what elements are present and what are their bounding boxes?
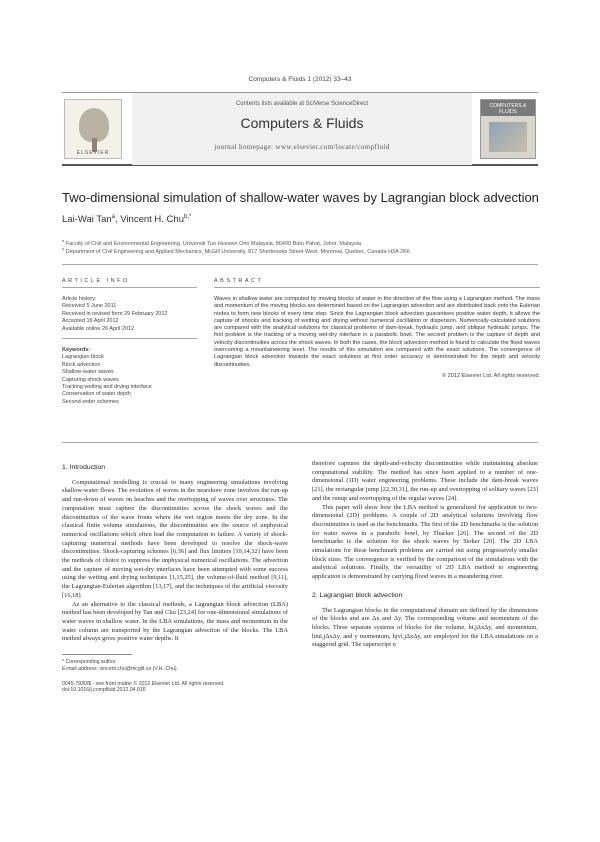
author-name: Lai-Wai Tan xyxy=(62,214,112,226)
footnote: E-mail address: vincent.chu@mcgill.ca (V.H. Chu). xyxy=(62,665,179,672)
section-heading: 1. Introduction xyxy=(62,464,106,471)
issn-line: 0045-7930/$ - see front matter © 2012 Elsevier Ltd. All rights reserved. xyxy=(62,680,225,687)
elsevier-logo: ELSEVIER xyxy=(64,99,122,159)
left-column xyxy=(62,460,288,694)
abstract-heading: ABSTRACT xyxy=(214,278,264,284)
copyright: © 2012 Elsevier Ltd. All rights reserved. xyxy=(441,372,540,379)
article-title: Two-dimensional simulation of shallow-water waves by Lagrangian block advection xyxy=(62,190,539,205)
paragraph: The Lagrangian blocks in the computational domain are defined by the dimensions of the blocks and are Δx and Δy. The corresponding volume and momentum of the blocks. Three separate systems of blocks for the volume, hi,jΔxΔy, and momentum, hiui,jΔxΔy, and y momentum, hjvi,jΔxΔy, are employed for the LBA simulations on a staggered grid. The superscript n xyxy=(312,606,538,649)
divider xyxy=(62,264,538,265)
journal-homepage: journal homepage: www.elsevier.com/locate/compfluid xyxy=(214,143,390,151)
article-info xyxy=(62,278,197,406)
journal-masthead xyxy=(62,92,538,166)
journal-cover-thumbnail: COMPUTERS & FLUIDS xyxy=(480,99,536,159)
author-list: Lai-Wai Tan$^a$, Vincent H. Chu$^{b,*}$ xyxy=(62,214,192,226)
abstract xyxy=(214,278,540,379)
contents-line: Contents lists available at SciVerse ScienceDirect xyxy=(235,101,369,107)
paragraph: This paper will show how the LBA method is generalized for application to two-dimensional (2D) problems. A couple of 2D analytical solutions involving flow discontinuities is used as the benchmarks. The first of the 2D benchmarks is the solution for water waves in a parabolic bowl, by Thacker [26]. The second of the 2D benchmarks is the solution for the shock waves by Stoker [20]. The 2D LBA simulations for these benchmark problems are carried out using progressively smaller block sizes. The convergence is verified by the comparison of the simulations with the analytical solutions. Finally, the versatility of 2D LBA method to engineering application is demonstrated by carrying flood waves in a meandering river. xyxy=(312,503,538,581)
section-heading: 2. Lagrangian block advection xyxy=(312,591,403,599)
article-info-heading: ARTICLE INFO xyxy=(62,278,130,284)
tree-icon xyxy=(79,108,109,142)
right-column xyxy=(312,460,538,650)
abstract-text: Waves in shallow water are computed by moving blocks of water in the direction of the flow using a Lagrangian method. The mass and momentum of the moving blocks are determined based on the Lagrangian advection and are distributed back onto the Eulerian nodes to form new blocks of every time step. Since the Lagrangian block advection guarantees positive water depth, it allows the capture of shocks and tracking of wetting and drying without numerical oscillation or dispersion. Numerically-calculated solutions are compared with the analytical solutions for classical problems of dam-break, hydraulic jump, and oblique hydraulic jumps. The first problem is the tracking of a moving wet-dry interface in a parabolic bowl. The second problem is the capture of depth and velocity discontinuities across the shock waves. In both the cases, the block advection method is found to calculate the flood waves overcoming a mountaineering level. The results of this simulation are compared with the exact solutions. The convergence of Lagrangian block advection towards the exact solutions at first order accuracy is demonstrated for the depth and velocity discontinuities. xyxy=(214,296,540,368)
author-name: Vincent H. Chu xyxy=(120,214,184,226)
cover-image xyxy=(489,122,527,152)
paragraph: therefore captures the depth-and-velocity discontinuities while maintaining absolute computational stability. The method has since been applied to a number of one-dimensional (1D) water engineering problems. These include the dam-break waves [21], the rectangular jump [22,30,31], the run-up and overtopping of solitary waves [23] and the runup and overtopping of the regular waves [24]. xyxy=(312,460,538,502)
divider xyxy=(62,442,538,443)
doi-line: doi:10.1016/j.compfluid.2012.04.016 xyxy=(62,687,146,694)
affiliation-a: $^a$ Faculty of Civil and Environmental Engineering, Universiti Tun Hussein Onn Malaysia, 86400 Batu Pahat, Johor, Malaysia xyxy=(62,238,362,247)
paragraph: Computational modelling is crucial to many engineering simulations involving shallow-water flows. The evolution of waves in the nearshore zone involves the run-up and run-down of waves on beaches and the overtopping of waves over structures. The computation must capture the discontinuities across the shock waves and the discontinuities of the wave fronts where the wet region meets the dry zone. In the classical finite volume simulations, the discontinuities are the source of unphysical numerical oscillations which often lead the computation to failure. A variety of shock-capturing numerical methods have been developed to resolve the shock-wave discontinuities. Shock-capturing schemes [6,36] and flux limiters [10,14,32] have been the methods of choice to suppress the unphysical numerical oscillations. The advection and the capture of moving wet-dry interfaces have been attempted with some success using the wetting and drying techniques [1,15,25], the volume-of-fluid method [9,11], the Lagrangian-Eulerian algorithm [13,17], and the techniques of the artificial viscosity [16,18]. xyxy=(62,478,288,599)
paragraph: As an alternative to the classical methods, a Lagrangian block advection (LBA) method has been developed by Tan and Chu [23,24] for one-dimensional simulations of water waves in shallow water. In the LBA simulations, the mass and momentum in the water column are transported by the Lagrangian advection of the blocks. The LBA method always gives positive water depths. It xyxy=(62,600,288,643)
footnote: * Corresponding author. xyxy=(62,659,117,666)
keywords: Keywords: Lagrangian block Block advection Shallow-water waves Capturing shock waves Tracking wetting and drying interface Conservation of water depth Second-order schemes xyxy=(62,347,152,405)
article-history: Article history: Received 5 June 2011 Received in revised form 29 February 2012 Accepted 16 April 2012 Available online 26 April 2012 xyxy=(62,296,168,332)
journal-name: Computers & Fluids xyxy=(240,115,364,131)
masthead-banner xyxy=(132,93,472,165)
affiliation-b: $^b$ Department of Civil Engineering and Applied Mechanics, McGill University, 817 Sherbrooke Street West, Montreal, Quebec, Canada H3A 2K6 xyxy=(62,246,410,255)
journal-citation: Computers & Fluids 1 (2012) 33–43 xyxy=(248,76,352,83)
